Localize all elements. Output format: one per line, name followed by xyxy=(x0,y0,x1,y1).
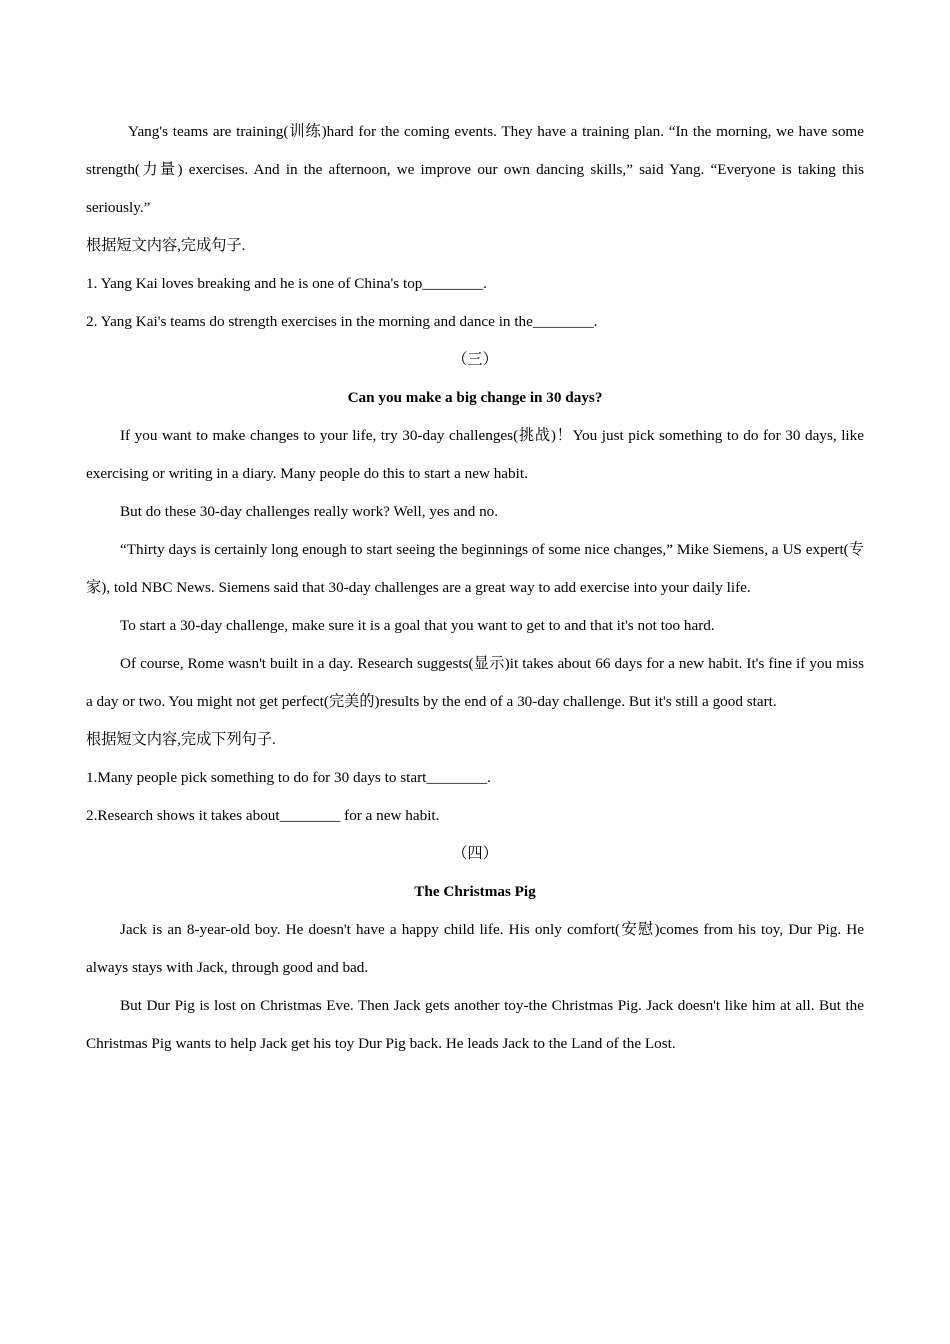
document-page xyxy=(86,113,864,1063)
passage3-title: Can you make a big change in 30 days? xyxy=(347,389,603,406)
passage3-paragraph: If you want to make changes to your life, try 30-day challenges(挑战)！You just pick something to do for 30 days, like exercising or writing in a diary. Many people do this to start a new habit. xyxy=(86,427,864,482)
passage3-paragraph: Of course, Rome wasn't built in a day. Research suggests(显示)it takes about 66 days for a new habit. It's fine if you miss a day or two. You might not get perfect(完美的)results by the end of a 30-day challenge. But it's still a good start. xyxy=(86,655,864,710)
passage2-paragraph: Yang's teams are training(训练)hard for the coming events. They have a training plan. “In the morning, we have some strength(力量) exercises. And in the afternoon, we improve our own dancing skills,” said Yang. “Everyone is taking this seriously.” xyxy=(86,123,864,216)
passage4-number: （四） xyxy=(452,845,498,862)
passage4-paragraph: Jack is an 8-year-old boy. He doesn't have a happy child life. His only comfort(安慰)comes from his toy, Dur Pig. He always stays with Jack, through good and bad. xyxy=(86,921,864,976)
passage4-title: The Christmas Pig xyxy=(414,883,536,900)
passage3-number: （三） xyxy=(452,351,498,368)
passage2-question-1: 1. Yang Kai loves breaking and he is one of China's top________. xyxy=(86,275,487,292)
passage3-paragraph: “Thirty days is certainly long enough to start seeing the beginnings of some nice changes,” Mike Siemens, a US expert(专家), told NBC News. Siemens said that 30-day challenges are a great way to add exercise into your daily life. xyxy=(86,541,864,596)
passage3-question-2: 2.Research shows it takes about________ for a new habit. xyxy=(86,807,440,824)
passage3-paragraph: To start a 30-day challenge, make sure it is a goal that you want to get to and that it's not too hard. xyxy=(120,617,715,634)
passage3-instruction: 根据短文内容,完成下列句子. xyxy=(86,731,276,748)
passage2-question-2: 2. Yang Kai's teams do strength exercises in the morning and dance in the________. xyxy=(86,313,598,330)
passage2-instruction: 根据短文内容,完成句子. xyxy=(86,237,246,254)
passage3-question-1: 1.Many people pick something to do for 30 days to start________. xyxy=(86,769,491,786)
passage3-paragraph: But do these 30-day challenges really work? Well, yes and no. xyxy=(120,503,499,520)
passage4-paragraph: But Dur Pig is lost on Christmas Eve. Then Jack gets another toy-the Christmas Pig. Jack doesn't like him at all. But the Christmas Pig wants to help Jack get his toy Dur Pig back. He leads Jack to the Land of the Lost. xyxy=(86,997,864,1052)
